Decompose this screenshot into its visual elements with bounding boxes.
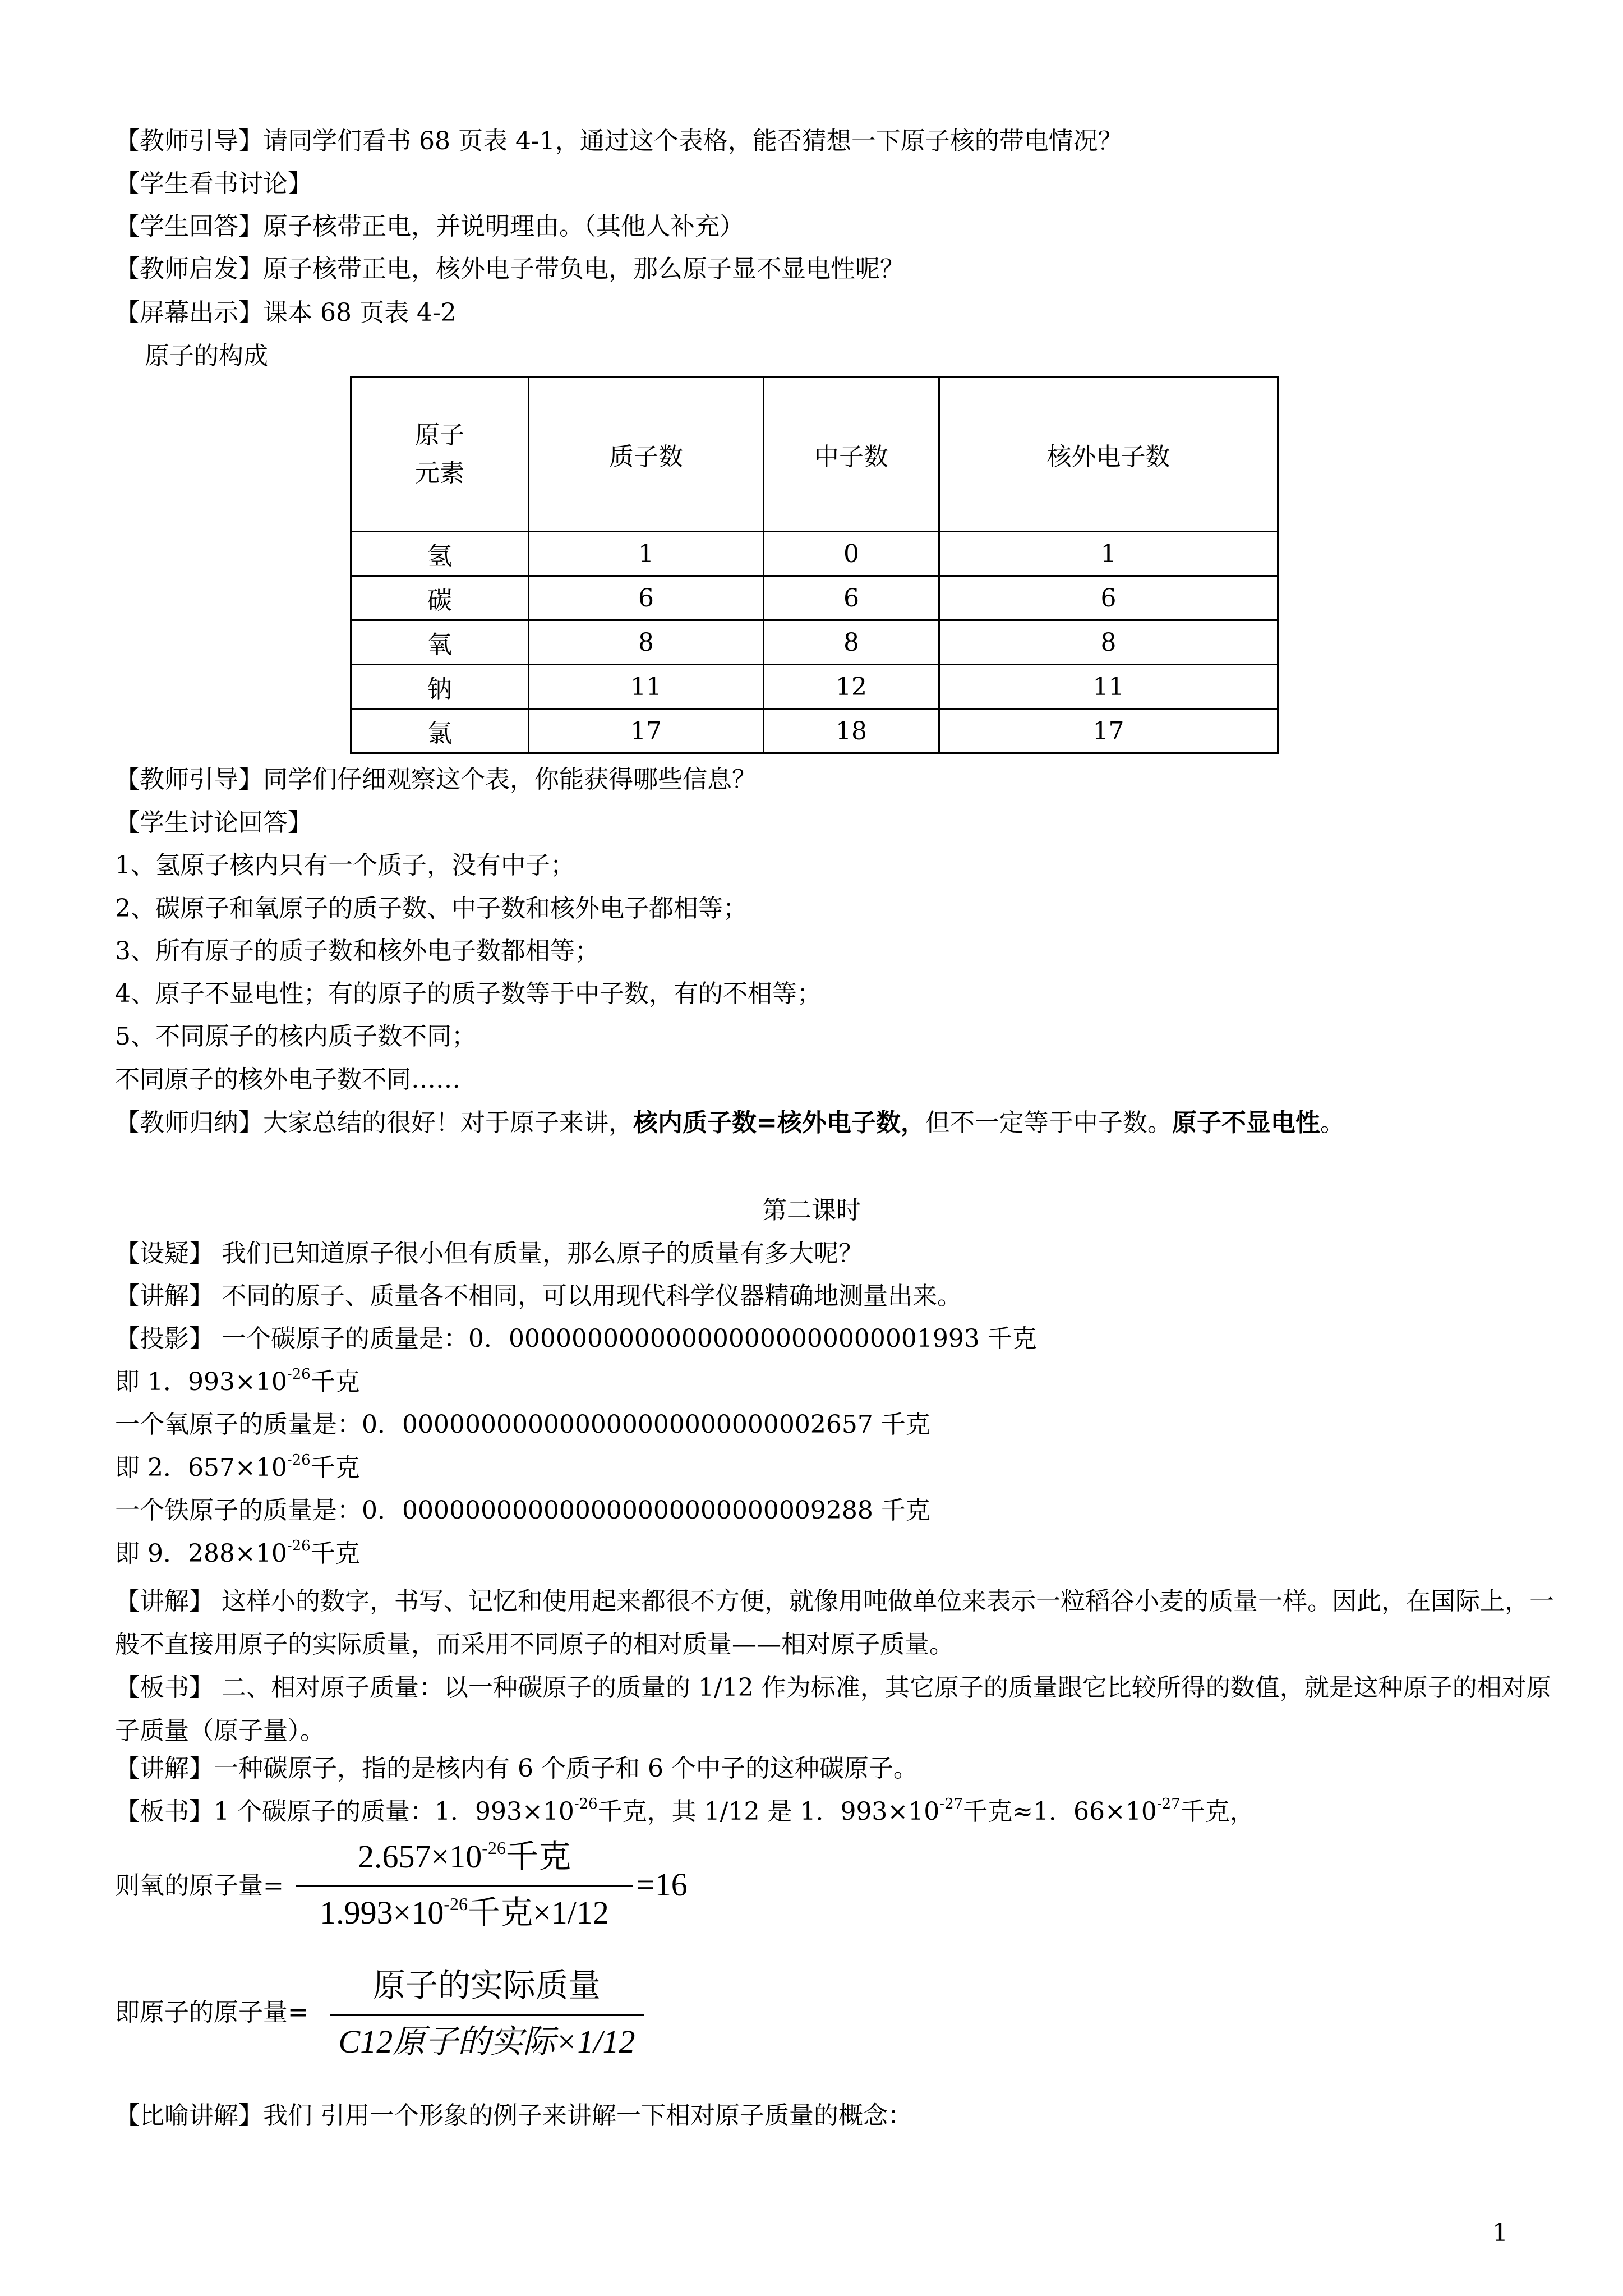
corner-header-cell	[351, 377, 529, 532]
formula-label: 即原子的原子量=	[115, 1998, 308, 2027]
corner-header-bottom: 元素	[415, 458, 464, 487]
protons-cell: 17	[529, 709, 764, 753]
table-row	[351, 665, 1278, 709]
text-line: 【比喻讲解】我们 引用一个形象的例子来讲解一下相对原子质量的概念：	[115, 2101, 912, 2130]
protons-cell: 6	[529, 576, 764, 620]
fraction-numerator: 原子的实际质量	[372, 1967, 601, 2004]
text-line: 【讲解】一种碳原子，指的是核内有 6 个质子和 6 个中子的这种碳原子。	[115, 1754, 918, 1783]
sci-notation-line: 即 2．$657\times 10^{-26}$千克	[115, 1452, 360, 1482]
summary-line	[115, 1106, 1345, 1140]
section-title: 第二课时	[762, 1196, 861, 1225]
summary-text: 。	[1320, 1108, 1345, 1137]
fraction-numerator: $2.657\times 10^{-26}$千克	[358, 1838, 571, 1875]
text-line: 【学生讨论回答】	[115, 808, 312, 837]
header-protons: 质子数	[529, 377, 764, 532]
formula-result: =16	[637, 1866, 688, 1903]
text-line: 一个铁原子的质量是：0．000000000000000000000000009288 千克	[115, 1496, 930, 1525]
table-row	[351, 576, 1278, 620]
fraction-bar	[330, 2014, 644, 2016]
neutrons-cell: 6	[764, 576, 939, 620]
text-line: 【教师引导】同学们仔细观察这个表，你能获得哪些信息？	[115, 765, 757, 794]
sci-notation-line: 即 1．$993\times 10^{-26}$千克	[115, 1366, 360, 1396]
header-electrons: 核外电子数	[939, 377, 1278, 532]
board-line: 【板书】1 个碳原子的质量：1．$993\times 10^{-26}$千克，其 1/12 是 1．$993\times 10^{-27}$千克≈1．$66\times 10^{-27}$千克，	[115, 1796, 1255, 1826]
text-line: 【屏幕出示】课本 68 页表 4-2	[115, 298, 457, 327]
summary-text: 【教师归纳】大家总结的很好！对于原子来讲，	[115, 1108, 633, 1137]
list-item: 2、碳原子和氧原子的质子数、中子数和核外电子都相等；	[115, 894, 748, 923]
element-cell: 氢	[351, 532, 529, 576]
list-item: 1、氢原子核内只有一个质子，没有中子；	[115, 851, 575, 880]
sci-notation-line: 即 9．$288\times 10^{-26}$千克	[115, 1538, 360, 1568]
text-line: 一个氧原子的质量是：0．000000000000000000000000002657 千克	[115, 1410, 930, 1439]
text-line: 【教师引导】请同学们看书 68 页表 4-1，通过这个表格，能否猜想一下原子核的带电情况？	[115, 127, 1123, 155]
electrons-cell: 6	[939, 576, 1278, 620]
neutrons-cell: 18	[764, 709, 939, 753]
text-line: 【讲解】 不同的原子、质量各不相同，可以用现代科学仪器精确地测量出来。	[115, 1282, 962, 1310]
atom-composition-table	[350, 376, 1279, 754]
text-line: 【学生回答】原子核带正电，并说明理由。（其他人补充）	[115, 212, 744, 241]
table-row	[351, 709, 1278, 753]
page-number: 1	[1492, 2219, 1508, 2247]
electrons-cell: 8	[939, 620, 1278, 665]
table-header-row	[351, 377, 1278, 532]
element-cell: 钠	[351, 665, 529, 709]
list-item: 不同原子的核外电子数不同……	[115, 1065, 460, 1094]
electrons-cell: 17	[939, 709, 1278, 753]
paragraph: 【讲解】 这样小的数字，书写、记忆和使用起来都很不方便，就像用吨做单位来表示一粒稻谷小麦的质量一样。因此，在国际上，一般不直接用原子的实际质量，而采用不同原子的相对质量——相对原子质量。	[115, 1587, 1554, 1659]
protons-cell: 8	[529, 620, 764, 665]
oxygen-fraction	[296, 1834, 633, 1947]
corner-header-top: 原子	[415, 420, 464, 449]
header-neutrons: 中子数	[764, 377, 939, 532]
text-line: 【设疑】 我们已知道原子很小但有质量，那么原子的质量有多大呢？	[115, 1239, 863, 1268]
text-line: 【学生看书讨论】	[115, 169, 312, 198]
table-caption: 原子的构成	[145, 342, 268, 370]
text-line: 【投影】 一个碳原子的质量是：0．000000000000000000000000001993 千克	[115, 1324, 1037, 1353]
element-cell: 氯	[351, 709, 529, 753]
element-cell: 氧	[351, 620, 529, 665]
fraction-bar	[296, 1885, 633, 1887]
formula-label: 则氧的原子量=	[115, 1871, 284, 1900]
fraction-denominator: $1.993\times 10^{-26}$千克×1/12	[320, 1894, 609, 1931]
protons-cell: 1	[529, 532, 764, 576]
list-item: 3、所有原子的质子数和核外电子数都相等；	[115, 937, 600, 965]
table-row	[351, 620, 1278, 665]
atomic-weight-fraction	[330, 1963, 644, 2076]
element-cell: 碳	[351, 576, 529, 620]
paragraph: 【板书】 二、相对原子质量：以一种碳原子的质量的 1/12 作为标准，其它原子的质量跟它比较所得的数值，就是这种原子的相对原子质量（原子量）。	[115, 1673, 1551, 1745]
summary-text: 但不一定等于中子数。	[925, 1108, 1172, 1137]
list-item: 4、原子不显电性；有的原子的质子数等于中子数，有的不相等；	[115, 979, 822, 1008]
neutrons-cell: 0	[764, 532, 939, 576]
electrons-cell: 1	[939, 532, 1278, 576]
protons-cell: 11	[529, 665, 764, 709]
summary-bold: 核内质子数=核外电子数，	[633, 1108, 925, 1137]
electrons-cell: 11	[939, 665, 1278, 709]
table-row	[351, 532, 1278, 576]
neutrons-cell: 12	[764, 665, 939, 709]
text-line: 【教师启发】原子核带正电，核外电子带负电，那么原子显不显电性呢？	[115, 255, 905, 283]
neutrons-cell: 8	[764, 620, 939, 665]
list-item: 5、不同原子的核内质子数不同；	[115, 1022, 476, 1051]
summary-bold: 原子不显电性	[1172, 1108, 1320, 1137]
fraction-denominator: C12原子的实际×1/12	[338, 2023, 635, 2060]
